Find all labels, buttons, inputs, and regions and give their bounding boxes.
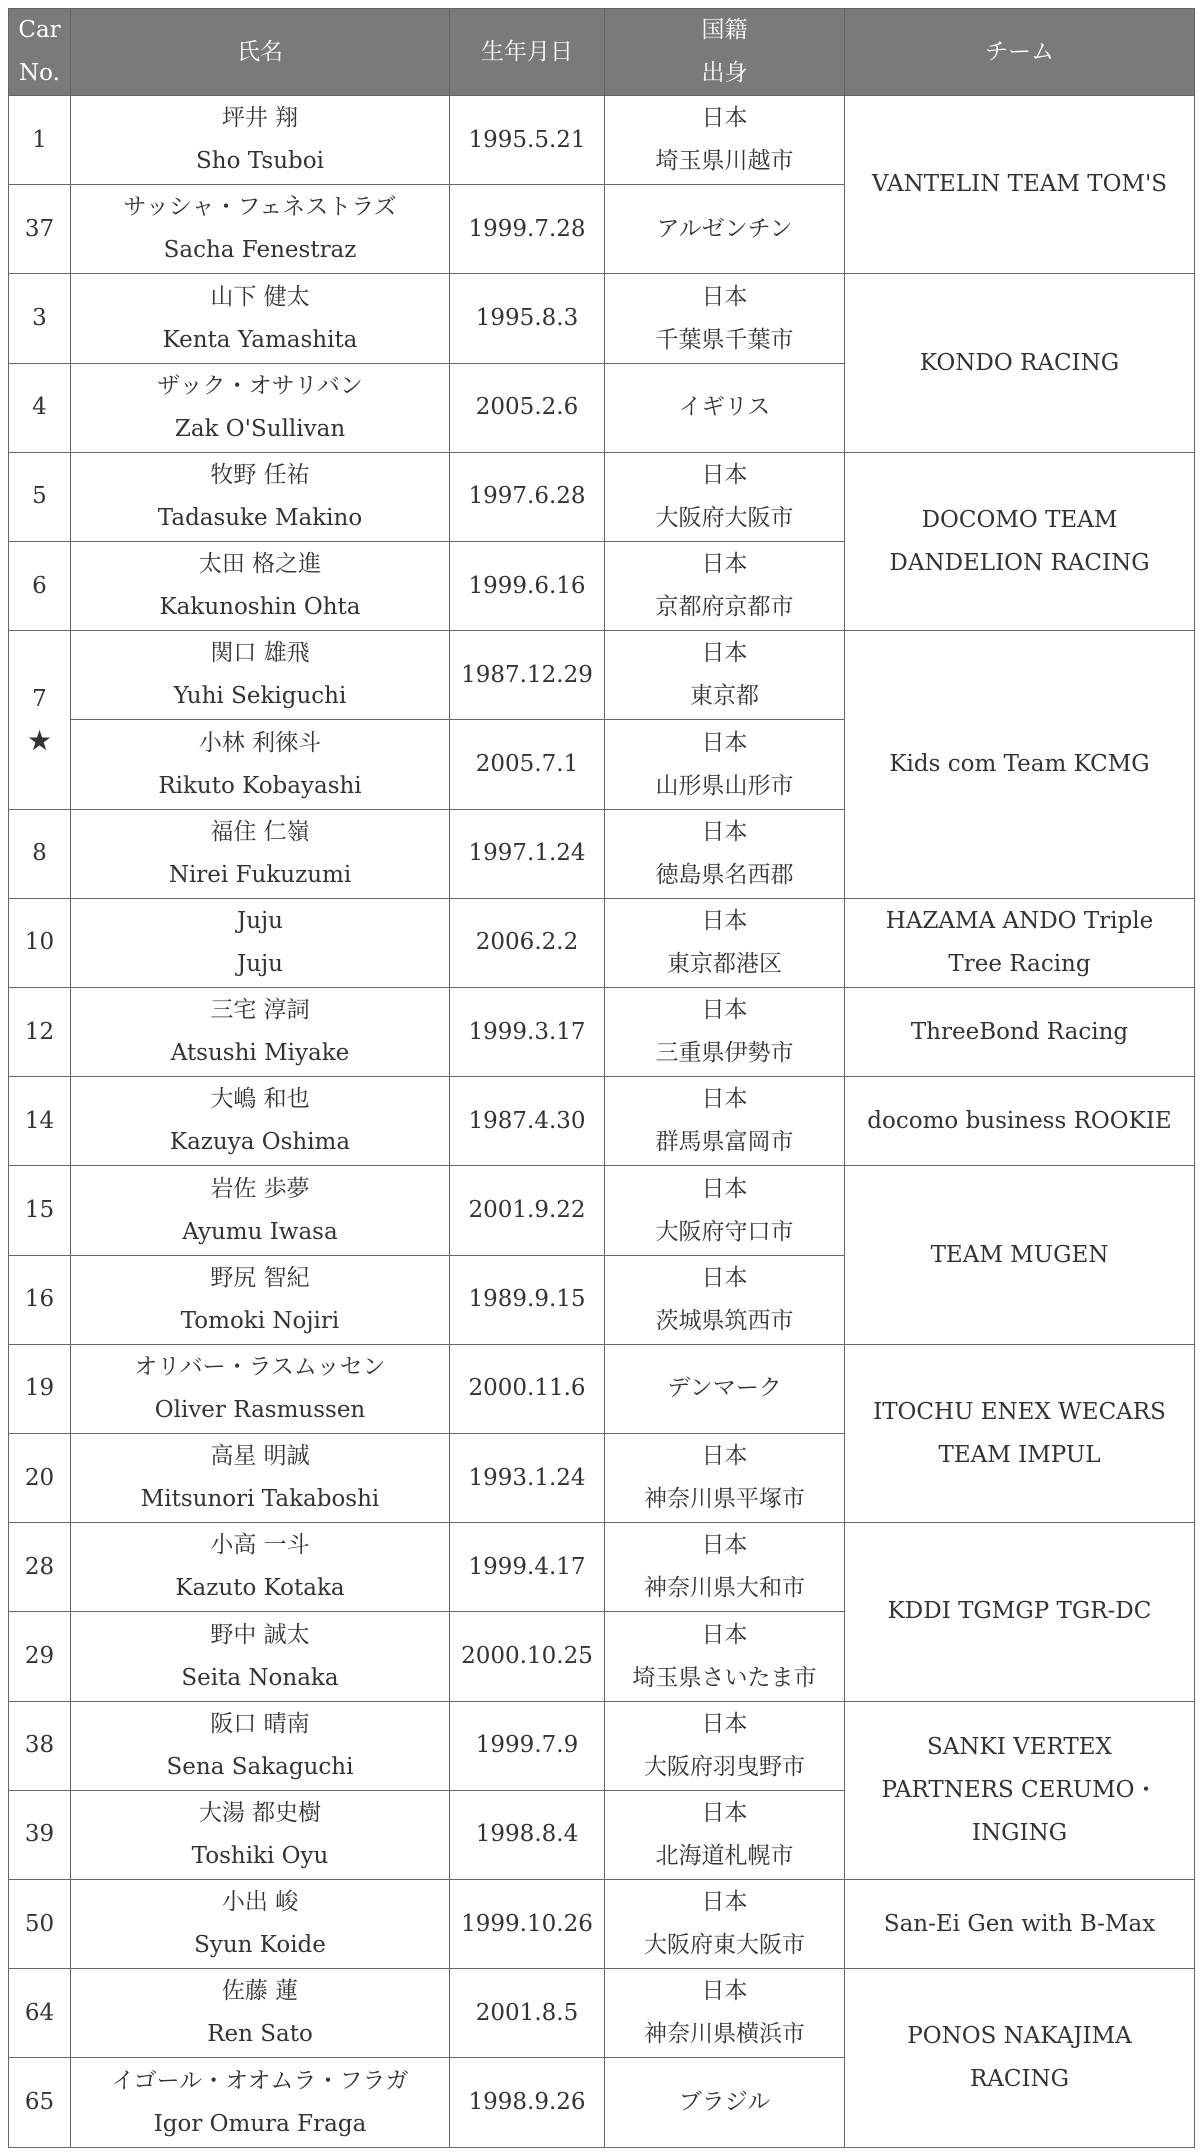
driver-name-cell xyxy=(71,274,450,363)
car-number: 7 xyxy=(32,686,47,713)
nationality-cell xyxy=(605,96,845,185)
car-number: 19 xyxy=(24,1375,55,1402)
nationality-cell xyxy=(605,720,845,809)
header-birth: 生年月日 xyxy=(450,9,605,96)
team-cell xyxy=(845,96,1195,274)
car-number: 12 xyxy=(24,1018,55,1045)
table-body xyxy=(9,96,1195,2148)
team-cell xyxy=(845,1344,1195,1522)
country: イギリス xyxy=(678,394,771,421)
nationality-cell xyxy=(605,1790,845,1879)
driver-name-ja: 牧野 任祐 xyxy=(210,461,310,488)
team-cell xyxy=(845,1523,1195,1701)
car-number: 14 xyxy=(24,1107,55,1134)
driver-name-en: Kazuya Oshima xyxy=(169,1129,351,1156)
nationality-cell xyxy=(605,185,845,274)
team-cell xyxy=(845,1166,1195,1344)
birth-date-cell: 1998.9.26 xyxy=(450,2058,605,2148)
nationality-cell xyxy=(605,1612,845,1701)
car-number: 8 xyxy=(32,840,47,867)
team-name-line: INGING xyxy=(971,1819,1068,1846)
driver-name-en: Atsushi Miyake xyxy=(170,1040,350,1067)
driver-name-cell xyxy=(71,452,450,541)
header-team: チーム xyxy=(845,9,1195,96)
car-number-cell xyxy=(9,274,71,363)
driver-name-cell xyxy=(71,96,450,185)
driver-name-ja: 阪口 晴南 xyxy=(210,1710,310,1737)
hometown: 神奈川県横浜市 xyxy=(644,2021,805,2048)
nationality-cell xyxy=(605,898,845,987)
car-number: 4 xyxy=(32,394,47,421)
team-name-line: RACING xyxy=(969,2066,1070,2093)
car-number-cell xyxy=(9,452,71,541)
car-number: 6 xyxy=(32,572,47,599)
driver-name-en: Juju xyxy=(237,950,283,977)
team-cell xyxy=(845,988,1195,1077)
team-cell xyxy=(845,452,1195,630)
driver-name-cell xyxy=(71,1701,450,1790)
team-cell xyxy=(845,1701,1195,1879)
header-car-no-line2: No. xyxy=(19,60,60,86)
driver-name-en: Yuhi Sekiguchi xyxy=(173,683,347,710)
driver-name-ja: 高星 明誠 xyxy=(210,1443,310,1470)
driver-name-en: Kenta Yamashita xyxy=(162,326,358,353)
nationality-cell xyxy=(605,2058,845,2148)
car-number-cell xyxy=(9,1790,71,1879)
nationality-cell xyxy=(605,1344,845,1433)
driver-name-en: Ayumu Iwasa xyxy=(182,1218,338,1245)
hometown: 神奈川県平塚市 xyxy=(644,1486,805,1513)
country: 日本 xyxy=(701,105,748,132)
table-row xyxy=(9,631,1195,720)
team-cell xyxy=(845,631,1195,899)
car-number-cell xyxy=(9,1077,71,1166)
star-mark-icon: ★ xyxy=(26,724,53,758)
nationality-cell xyxy=(605,809,845,898)
hometown: 三重県伊勢市 xyxy=(655,1040,794,1067)
driver-name-ja: 三宅 淳詞 xyxy=(210,997,310,1024)
hometown: 東京都 xyxy=(690,683,759,710)
driver-name-ja: 福住 仁嶺 xyxy=(210,818,310,845)
driver-name-cell xyxy=(71,1880,450,1969)
driver-name-ja: サッシャ・フェネストラズ xyxy=(123,194,397,221)
team-cell xyxy=(845,1077,1195,1166)
driver-name-en: Kakunoshin Ohta xyxy=(159,594,361,621)
country: 日本 xyxy=(701,1443,748,1470)
driver-name-ja: 山下 健太 xyxy=(210,283,310,310)
team-name-line: TEAM IMPUL xyxy=(938,1441,1101,1468)
car-number-cell xyxy=(9,1612,71,1701)
car-number-cell xyxy=(9,1880,71,1969)
table-header-row xyxy=(9,9,1195,96)
nationality-cell xyxy=(605,1166,845,1255)
birth-date-cell: 1987.12.29 xyxy=(450,631,605,720)
country: ブラジル xyxy=(678,2089,771,2116)
driver-name-cell xyxy=(71,809,450,898)
driver-name-cell xyxy=(71,1969,450,2058)
driver-name-cell xyxy=(71,1434,450,1523)
team-name-line: KDDI TGMGP TGR-DC xyxy=(887,1598,1152,1625)
country: 日本 xyxy=(701,551,748,578)
team-cell xyxy=(845,898,1195,987)
hometown: 群馬県富岡市 xyxy=(655,1129,794,1156)
country: 日本 xyxy=(701,283,748,310)
country: 日本 xyxy=(701,640,748,667)
driver-name-en: Zak O'Sullivan xyxy=(174,415,346,442)
driver-name-en: Ren Sato xyxy=(207,2021,313,2048)
team-name-line: Tree Racing xyxy=(948,950,1091,977)
country: 日本 xyxy=(701,1532,748,1559)
car-number: 38 xyxy=(24,1732,55,1759)
birth-date-cell: 1989.9.15 xyxy=(450,1255,605,1344)
car-number-cell xyxy=(9,809,71,898)
team-name-line: docomo business ROOKIE xyxy=(867,1107,1172,1134)
hometown: 埼玉県さいたま市 xyxy=(632,1664,817,1691)
driver-name-en: Mitsunori Takaboshi xyxy=(140,1486,380,1513)
car-number-cell xyxy=(9,1344,71,1433)
country: デンマーク xyxy=(667,1375,782,1402)
team-name-line: PARTNERS CERUMO・ xyxy=(881,1776,1158,1803)
birth-date-cell: 1999.7.28 xyxy=(450,185,605,274)
country: 日本 xyxy=(701,1621,748,1648)
header-car-no xyxy=(9,9,71,96)
hometown: 大阪府守口市 xyxy=(655,1218,794,1245)
car-number-cell xyxy=(9,185,71,274)
team-name-line: San-Ei Gen with B-Max xyxy=(883,1910,1156,1937)
car-number-cell xyxy=(9,2058,71,2148)
table-row xyxy=(9,988,1195,1077)
team-name-line: KONDO RACING xyxy=(919,349,1120,376)
car-number-cell xyxy=(9,1969,71,2058)
driver-name-ja: 大嶋 和也 xyxy=(210,1086,310,1113)
country: 日本 xyxy=(701,1799,748,1826)
nationality-cell xyxy=(605,1701,845,1790)
birth-date-cell: 1999.3.17 xyxy=(450,988,605,1077)
hometown: 千葉県千葉市 xyxy=(655,326,794,353)
driver-name-cell xyxy=(71,1790,450,1879)
car-number: 64 xyxy=(24,1999,55,2026)
driver-name-ja: 小高 一斗 xyxy=(210,1532,310,1559)
car-number-cell xyxy=(9,363,71,452)
driver-name-cell xyxy=(71,1523,450,1612)
team-name-line: ThreeBond Racing xyxy=(910,1018,1129,1045)
team-name-line: PONOS NAKAJIMA xyxy=(907,2023,1132,2050)
birth-date-cell: 2000.10.25 xyxy=(450,1612,605,1701)
driver-name-ja: 大湯 都史樹 xyxy=(198,1799,322,1826)
country: 日本 xyxy=(701,461,748,488)
birth-date-cell: 2005.7.1 xyxy=(450,720,605,809)
country: アルゼンチン xyxy=(656,215,793,242)
car-number-cell xyxy=(9,988,71,1077)
car-number-cell xyxy=(9,1434,71,1523)
driver-name-cell xyxy=(71,631,450,720)
team-name-line: Kids com Team KCMG xyxy=(889,751,1150,778)
nationality-cell xyxy=(605,1434,845,1523)
header-name: 氏名 xyxy=(71,9,450,96)
hometown: 山形県山形市 xyxy=(655,772,794,799)
hometown: 大阪府羽曳野市 xyxy=(644,1753,805,1780)
hometown: 大阪府東大阪市 xyxy=(644,1932,805,1959)
country: 日本 xyxy=(701,1086,748,1113)
country: 日本 xyxy=(701,1710,748,1737)
country: 日本 xyxy=(701,997,748,1024)
birth-date-cell: 2000.11.6 xyxy=(450,1344,605,1433)
table-row xyxy=(9,1344,1195,1433)
car-number-cell xyxy=(9,542,71,631)
car-number: 50 xyxy=(24,1910,55,1937)
driver-name-cell xyxy=(71,1255,450,1344)
driver-name-cell xyxy=(71,988,450,1077)
hometown: 北海道札幌市 xyxy=(655,1842,794,1869)
team-cell xyxy=(845,1969,1195,2148)
driver-roster-table xyxy=(8,8,1195,2148)
table-row xyxy=(9,96,1195,185)
country: 日本 xyxy=(701,907,748,934)
birth-date-cell: 1997.1.24 xyxy=(450,809,605,898)
birth-date-cell: 2005.2.6 xyxy=(450,363,605,452)
driver-name-cell xyxy=(71,1166,450,1255)
header-car-no-line1: Car xyxy=(18,17,61,43)
driver-name-ja: ザック・オサリバン xyxy=(157,372,363,399)
table-row xyxy=(9,898,1195,987)
car-number-cell xyxy=(9,1701,71,1790)
car-number: 10 xyxy=(24,929,55,956)
car-number-cell xyxy=(9,1255,71,1344)
driver-name-cell xyxy=(71,1612,450,1701)
car-number: 37 xyxy=(24,215,55,242)
table-row xyxy=(9,1701,1195,1790)
birth-date-cell: 1998.8.4 xyxy=(450,1790,605,1879)
table-row xyxy=(9,274,1195,363)
hometown: 東京都港区 xyxy=(667,950,782,977)
car-number: 5 xyxy=(32,483,47,510)
car-number-cell xyxy=(9,898,71,987)
birth-date-cell: 2006.2.2 xyxy=(450,898,605,987)
table-row xyxy=(9,1077,1195,1166)
driver-name-cell xyxy=(71,898,450,987)
birth-date-cell: 1999.7.9 xyxy=(450,1701,605,1790)
driver-name-ja: イゴール・オオムラ・フラガ xyxy=(111,2067,409,2094)
hometown: 京都府京都市 xyxy=(655,594,794,621)
driver-name-en: Sho Tsuboi xyxy=(196,148,324,175)
driver-name-en: Rikuto Kobayashi xyxy=(158,772,362,799)
car-number: 39 xyxy=(24,1821,55,1848)
car-number: 20 xyxy=(24,1464,55,1491)
driver-name-en: Syun Koide xyxy=(194,1932,326,1959)
driver-name-ja: Juju xyxy=(237,907,283,934)
table-row xyxy=(9,1969,1195,2058)
driver-name-ja: 小出 峻 xyxy=(221,1889,299,1916)
birth-date-cell: 1997.6.28 xyxy=(450,452,605,541)
nationality-cell xyxy=(605,988,845,1077)
team-cell xyxy=(845,274,1195,452)
driver-name-ja: 岩佐 歩夢 xyxy=(210,1175,310,1202)
driver-name-en: Toshiki Oyu xyxy=(191,1842,329,1869)
team-name-line: DANDELION RACING xyxy=(889,549,1150,576)
header-nationality-line2: 出身 xyxy=(701,60,748,86)
hometown: 徳島県名西郡 xyxy=(655,861,794,888)
car-number: 16 xyxy=(24,1286,55,1313)
driver-name-cell xyxy=(71,2058,450,2148)
driver-name-en: Igor Omura Fraga xyxy=(153,2110,367,2137)
driver-name-cell xyxy=(71,1344,450,1433)
birth-date-cell: 1987.4.30 xyxy=(450,1077,605,1166)
country: 日本 xyxy=(701,818,748,845)
car-number: 3 xyxy=(32,305,47,331)
nationality-cell xyxy=(605,1969,845,2058)
country: 日本 xyxy=(701,1889,748,1916)
country: 日本 xyxy=(701,729,748,756)
birth-date-cell: 1999.10.26 xyxy=(450,1880,605,1969)
car-number-cell xyxy=(9,1523,71,1612)
driver-name-cell xyxy=(71,720,450,809)
header-nationality-line1: 国籍 xyxy=(701,17,748,43)
table-row xyxy=(9,1880,1195,1969)
team-name-line: DOCOMO TEAM xyxy=(921,506,1118,533)
birth-date-cell: 1999.4.17 xyxy=(450,1523,605,1612)
nationality-cell xyxy=(605,1880,845,1969)
driver-name-ja: 太田 格之進 xyxy=(198,551,322,578)
birth-date-cell: 1999.6.16 xyxy=(450,542,605,631)
car-number-cell xyxy=(9,96,71,185)
birth-date-cell: 1995.8.3 xyxy=(450,274,605,363)
driver-name-en: Sena Sakaguchi xyxy=(166,1753,354,1780)
car-number: 28 xyxy=(24,1553,55,1580)
driver-name-ja: 野尻 智紀 xyxy=(210,1264,310,1291)
header-nationality xyxy=(605,9,845,96)
driver-name-ja: 佐藤 蓮 xyxy=(221,1978,299,2005)
hometown: 茨城県筑西市 xyxy=(655,1307,794,1334)
driver-name-cell xyxy=(71,185,450,274)
driver-name-ja: 坪井 翔 xyxy=(221,105,299,132)
nationality-cell xyxy=(605,1523,845,1612)
nationality-cell xyxy=(605,1255,845,1344)
driver-name-cell xyxy=(71,1077,450,1166)
nationality-cell xyxy=(605,542,845,631)
driver-name-cell xyxy=(71,363,450,452)
nationality-cell xyxy=(605,363,845,452)
team-name-line: ITOCHU ENEX WECARS xyxy=(873,1398,1166,1425)
table-row xyxy=(9,452,1195,541)
country: 日本 xyxy=(701,1978,748,2005)
birth-date-cell: 1993.1.24 xyxy=(450,1434,605,1523)
birth-date-cell: 2001.9.22 xyxy=(450,1166,605,1255)
nationality-cell xyxy=(605,452,845,541)
country: 日本 xyxy=(701,1175,748,1202)
hometown: 大阪府大阪市 xyxy=(655,504,794,531)
car-number: 29 xyxy=(24,1643,55,1670)
driver-name-ja: オリバー・ラスムッセン xyxy=(134,1353,386,1380)
driver-name-en: Tomoki Nojiri xyxy=(180,1307,340,1334)
car-number: 65 xyxy=(24,2089,55,2116)
car-number: 15 xyxy=(24,1197,55,1224)
nationality-cell xyxy=(605,274,845,363)
car-number: 1 xyxy=(32,126,47,153)
team-cell xyxy=(845,1880,1195,1969)
team-name-line: SANKI VERTEX xyxy=(927,1733,1112,1760)
team-name-line: TEAM MUGEN xyxy=(930,1241,1109,1268)
table-row xyxy=(9,1523,1195,1612)
country: 日本 xyxy=(701,1264,748,1291)
driver-name-ja: 小林 利徠斗 xyxy=(198,729,322,756)
driver-name-en: Kazuto Kotaka xyxy=(175,1575,345,1602)
driver-name-ja: 野中 誠太 xyxy=(210,1621,310,1648)
birth-date-cell: 1995.5.21 xyxy=(450,96,605,185)
driver-name-en: Sacha Fenestraz xyxy=(163,237,357,264)
hometown: 神奈川県大和市 xyxy=(644,1575,805,1602)
car-number-cell xyxy=(9,631,71,809)
team-name-line: HAZAMA ANDO Triple xyxy=(885,907,1154,934)
driver-name-en: Tadasuke Makino xyxy=(157,504,363,531)
driver-name-ja: 関口 雄飛 xyxy=(210,640,310,667)
nationality-cell xyxy=(605,631,845,720)
table-row xyxy=(9,1166,1195,1255)
driver-name-en: Seita Nonaka xyxy=(181,1664,339,1691)
car-number-cell xyxy=(9,1166,71,1255)
team-name-line: VANTELIN TEAM TOM'S xyxy=(871,171,1168,198)
hometown: 埼玉県川越市 xyxy=(655,148,794,175)
driver-name-en: Nirei Fukuzumi xyxy=(168,861,352,888)
driver-name-en: Oliver Rasmussen xyxy=(154,1396,366,1423)
driver-name-cell xyxy=(71,542,450,631)
nationality-cell xyxy=(605,1077,845,1166)
birth-date-cell: 2001.8.5 xyxy=(450,1969,605,2058)
